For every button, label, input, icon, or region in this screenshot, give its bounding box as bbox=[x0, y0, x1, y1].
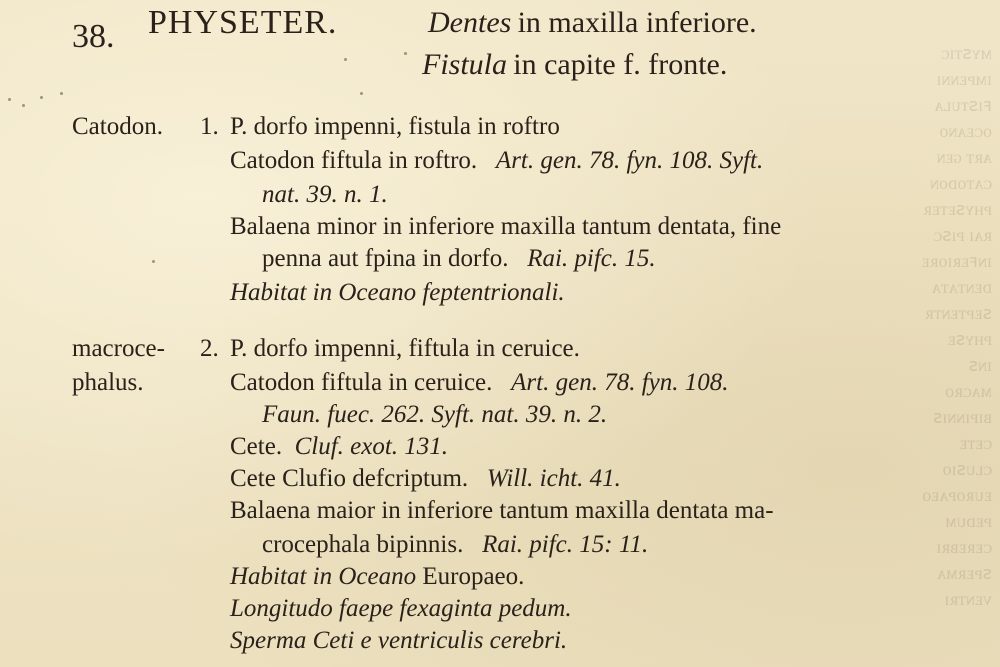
species-1-synonym-2: Balaena minor in inferiore maxilla tantum dentata, fine bbox=[230, 213, 782, 240]
paper-speck bbox=[60, 92, 63, 95]
species-2-synonym-1: Catodon fiftula in ceruice. Art. gen. 78. fyn. 108. bbox=[230, 369, 729, 396]
genus-character-line-2: Fistula in capite f. fronte. bbox=[422, 48, 728, 81]
show-through-text: ᴍʏꜱᴛɪᴄ ɪᴍᴘᴇɴɴɪ ꜰɪꜱᴛᴜʟᴀ ᴏᴄᴇᴀɴᴏ ᴀʀᴛ ɢᴇɴ ᴄᴀᴛᴏᴅᴏɴ ᴘʜʏꜱᴇᴛᴇʀ ʀᴀɪ ᴘɪꜱᴄ ɪɴꜰᴇʀɪᴏʀᴇ ᴅᴇɴᴛᴀᴛᴀ ꜱᴇᴘᴛᴇɴᴛʀ ᴘʜʏꜱᴇ ɪɴꜱ ᴍᴀᴄʀᴏ ʙɪᴘɪɴɴɪꜱ ᴄᴇᴛᴇ ᴄʟᴜꜱɪᴏ ᴇᴜʀᴏᴘᴀᴇᴏ ᴘᴇᴅᴜᴍ ᴄᴇʀᴇʙʀɪ ꜱᴘᴇʀᴍᴀ ᴠᴇɴᴛʀɪ bbox=[921, 43, 992, 609]
species-1-synonym-1: Catodon fiftula in roftro. Art. gen. 78. fyn. 108. Syft. bbox=[230, 147, 764, 174]
species-2-synonym-4: Balaena maior in inferiore tantum maxilla dentata ma- bbox=[230, 497, 774, 524]
species-2-synonym-1-cont: Faun. fuec. 262. Syft. nat. 39. n. 2. bbox=[262, 401, 608, 428]
species-2-length: Longitudo faepe fexaginta pedum. bbox=[230, 595, 572, 622]
species-2-habitat: Habitat in Oceano Europaeo. bbox=[230, 563, 525, 590]
species-2-synonym-2: Cete. Cluf. exot. 131. bbox=[230, 433, 449, 460]
paper-speck bbox=[360, 92, 363, 95]
species-1-synonym-1-cont: nat. 39. n. 1. bbox=[262, 181, 388, 208]
genus-name: PHYSETER. bbox=[148, 4, 338, 41]
species-2-synonym-3: Cete Clufio defcriptum. Will. icht. 41. bbox=[230, 465, 621, 492]
paper-speck bbox=[22, 104, 25, 107]
species-1-number: 1. bbox=[200, 113, 219, 140]
paper-speck bbox=[344, 58, 347, 61]
species-1-diagnosis: P. dorfo impenni, fistula in roftro bbox=[230, 113, 560, 140]
species-1-name: Catodon. bbox=[72, 113, 163, 140]
species-2-spermaceti: Sperma Ceti e ventriculis cerebri. bbox=[230, 627, 568, 654]
paper-speck bbox=[152, 260, 155, 263]
species-2-name-line-2: phalus. bbox=[72, 369, 144, 396]
genus-number: 38. bbox=[72, 18, 115, 55]
paper-speck bbox=[8, 98, 11, 101]
genus-character-line-1: Dentes in maxilla inferiore. bbox=[428, 6, 757, 39]
paper-speck bbox=[404, 52, 407, 55]
paper-speck bbox=[40, 96, 43, 99]
species-1-habitat: Habitat in Oceano feptentrionali. bbox=[230, 279, 565, 306]
species-1-synonym-2-cont: penna aut fpina in dorfo. Rai. pifc. 15. bbox=[262, 245, 656, 272]
species-2-diagnosis: P. dorfo impenni, fiftula in ceruice. bbox=[230, 335, 580, 362]
species-2-synonym-4-cont: crocephala bipinnis. Rai. pifc. 15: 11. bbox=[262, 531, 649, 558]
species-2-number: 2. bbox=[200, 335, 219, 362]
species-2-name-line-1: macroce- bbox=[72, 335, 165, 362]
